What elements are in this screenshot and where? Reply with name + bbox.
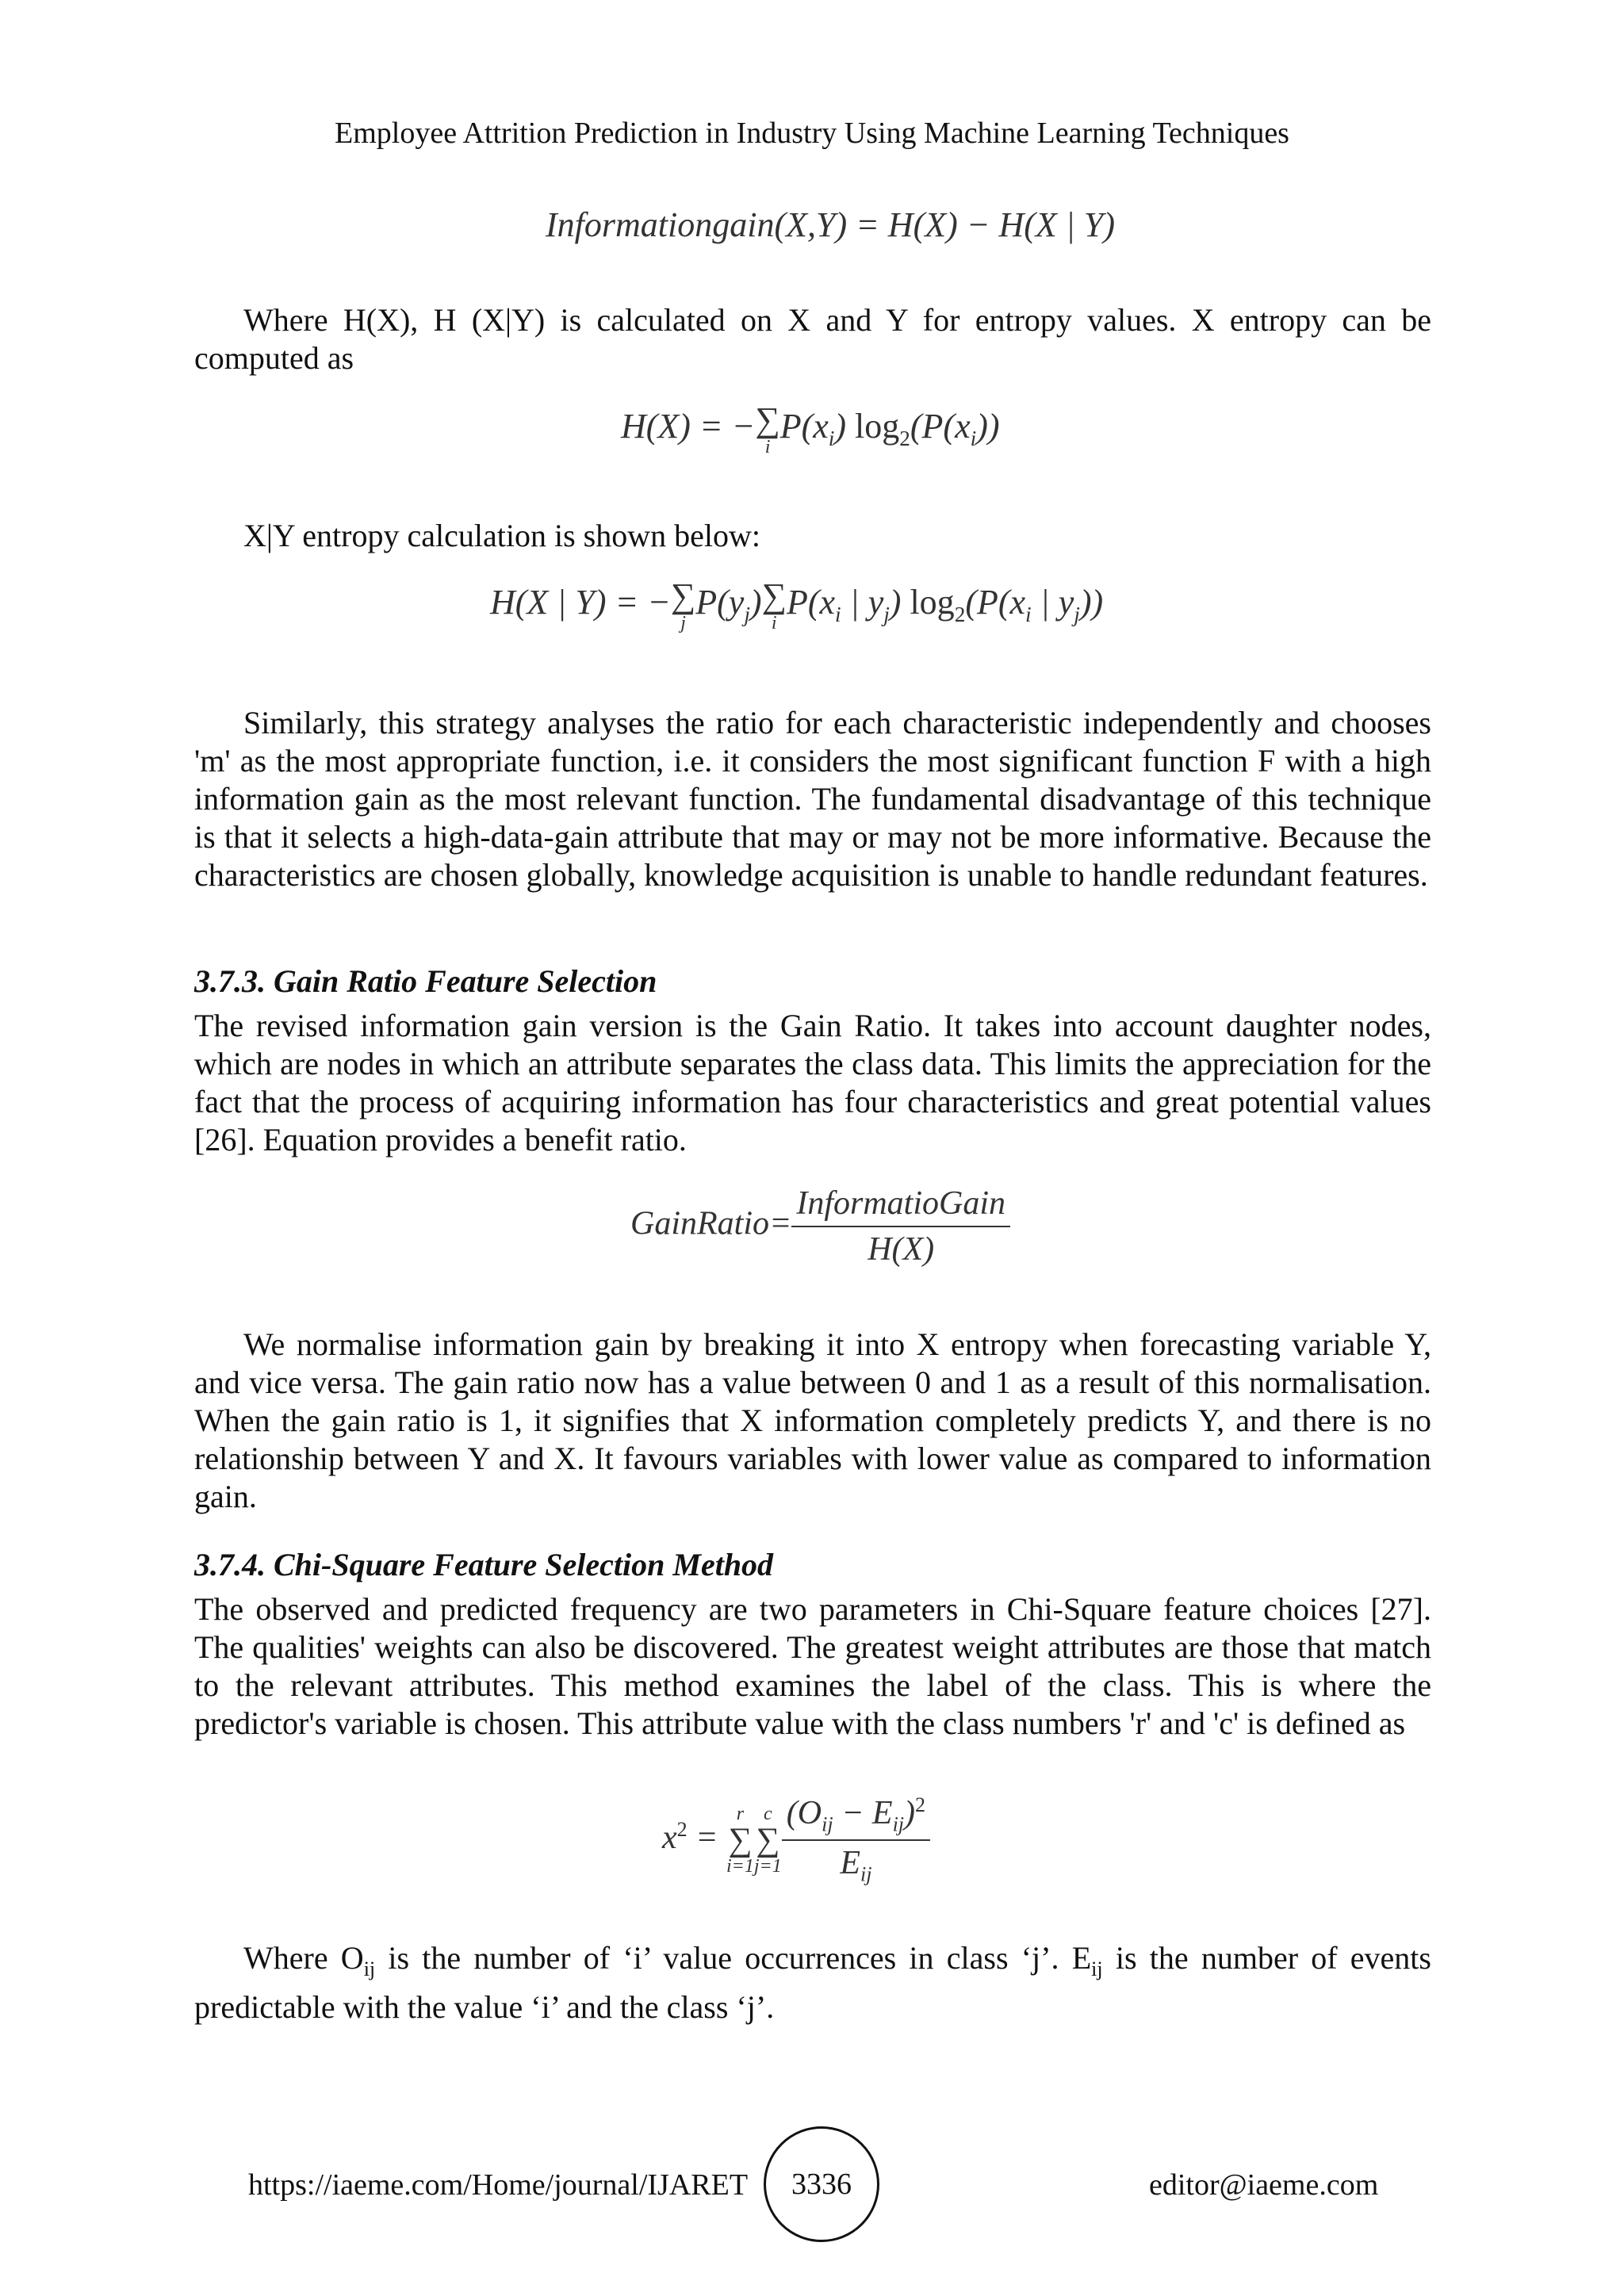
sum-symbol-r: r ∑ i=1 bbox=[726, 1803, 754, 1877]
section-heading-chi-square: 3.7.4. Chi-Square Feature Selection Method bbox=[194, 1547, 774, 1582]
equation-information-gain: Informationgain(X,Y) = H(X) − H(X | Y) bbox=[546, 205, 1115, 244]
footer-email-link[interactable]: editor@iaeme.com bbox=[1149, 2168, 1379, 2202]
equation-gain-ratio: GainRatio= $\frac{\text{InformatioGain}}{H(X)}$ bbox=[630, 1184, 1010, 1269]
paragraph-information-gain-discussion: Similarly, this strategy analyses the ratio for each characteristic independently and chooses 'm' as the most appropriate function, i.e. it considers the most significant function F with a high information gain as the most relevant function. The fundamental disadvantage of this technique is that it selects a high-data-gain attribute that may or may not be more informative. Because the characteristics are chosen globally, knowledge acquisition is unable to handle redundant features. bbox=[194, 705, 1431, 893]
gain-ratio-fraction: $\frac{\text{InformatioGain}}{H(X)}$ bbox=[791, 1184, 1010, 1269]
paragraph-chi-square: The observed and predicted frequency are two parameters in Chi-Square feature choices [27]. The qualities' weights can also be discovered. The greatest weight attributes are those that match to the relevant attributes. This method examines the label of the class. This is where the predictor's variable is chosen. This attribute value with the class numbers 'r' and 'c' is defined as bbox=[194, 1591, 1431, 1741]
sum-symbol-c: c ∑ j=1 bbox=[753, 1803, 782, 1877]
running-header: Employee Attrition Prediction in Industry Using Machine Learning Techniques bbox=[335, 117, 1289, 150]
chi-square-fraction: $\frac{(O_{ij} - E_{ij})^2}{E_{ij}}$ bbox=[782, 1793, 930, 1887]
sum-symbol-j: ∑ j bbox=[670, 576, 696, 633]
equation-chi-square: $x^2$ = r ∑ i=1 c ∑ j=1 $\frac{(O_{ij} - E_{ij})^2}{E_{ij}}$ bbox=[662, 1793, 930, 1887]
sum-symbol: ∑ i bbox=[755, 400, 780, 457]
page-number-badge bbox=[764, 2126, 879, 2242]
page-number: 3336 bbox=[791, 2168, 852, 2201]
paragraph-entropy-intro: Where H(X), H (X|Y) is calculated on X and Y for entropy values. X entropy can be computed as bbox=[194, 302, 1431, 376]
footer-journal-link[interactable]: https://iaeme.com/Home/journal/IJARET bbox=[248, 2168, 749, 2202]
paragraph-normalisation: We normalise information gain by breaking it into X entropy when forecasting variable Y, and vice versa. The gain ratio now has a value between 0 and 1 as a result of this normalisation. When the gain ratio is 1, it signifies that X information completely predicts Y, and there is no relationship between Y and X. It favours variables with lower value as compared to information gain. bbox=[194, 1326, 1431, 1514]
paragraph-chi-square-definitions: Where $O_{ij}$ is the number of ‘i’ value occurrences in class ‘j’. $E_{ij}$ is the number of events predictable with the value ‘i’ and the class ‘j’. bbox=[194, 1940, 1431, 2025]
equation-conditional-entropy: H(X | Y) = − ∑ j $P(y_j)$ ∑ i $P(x_i$ | $y_j$) $\log_2(P(x_i$ | $y_j$)) bbox=[490, 576, 1104, 633]
section-heading-gain-ratio: 3.7.3. Gain Ratio Feature Selection bbox=[194, 963, 657, 999]
paragraph-gain-ratio: The revised information gain version is the Gain Ratio. It takes into account daughter nodes, which are nodes in which an attribute separates the class data. This limits the appreciation for the fact that the process of acquiring information has four characteristics and great potential values [26]. Equation provides a benefit ratio. bbox=[194, 1008, 1431, 1158]
paragraph-conditional-entropy-intro: X|Y entropy calculation is shown below: bbox=[243, 518, 760, 553]
sum-symbol-i: ∑ i bbox=[761, 576, 787, 633]
equation-entropy-x: H(X) = − ∑ i $P(x_i)$ $\log_2(P(x_i))$ bbox=[621, 400, 1000, 457]
